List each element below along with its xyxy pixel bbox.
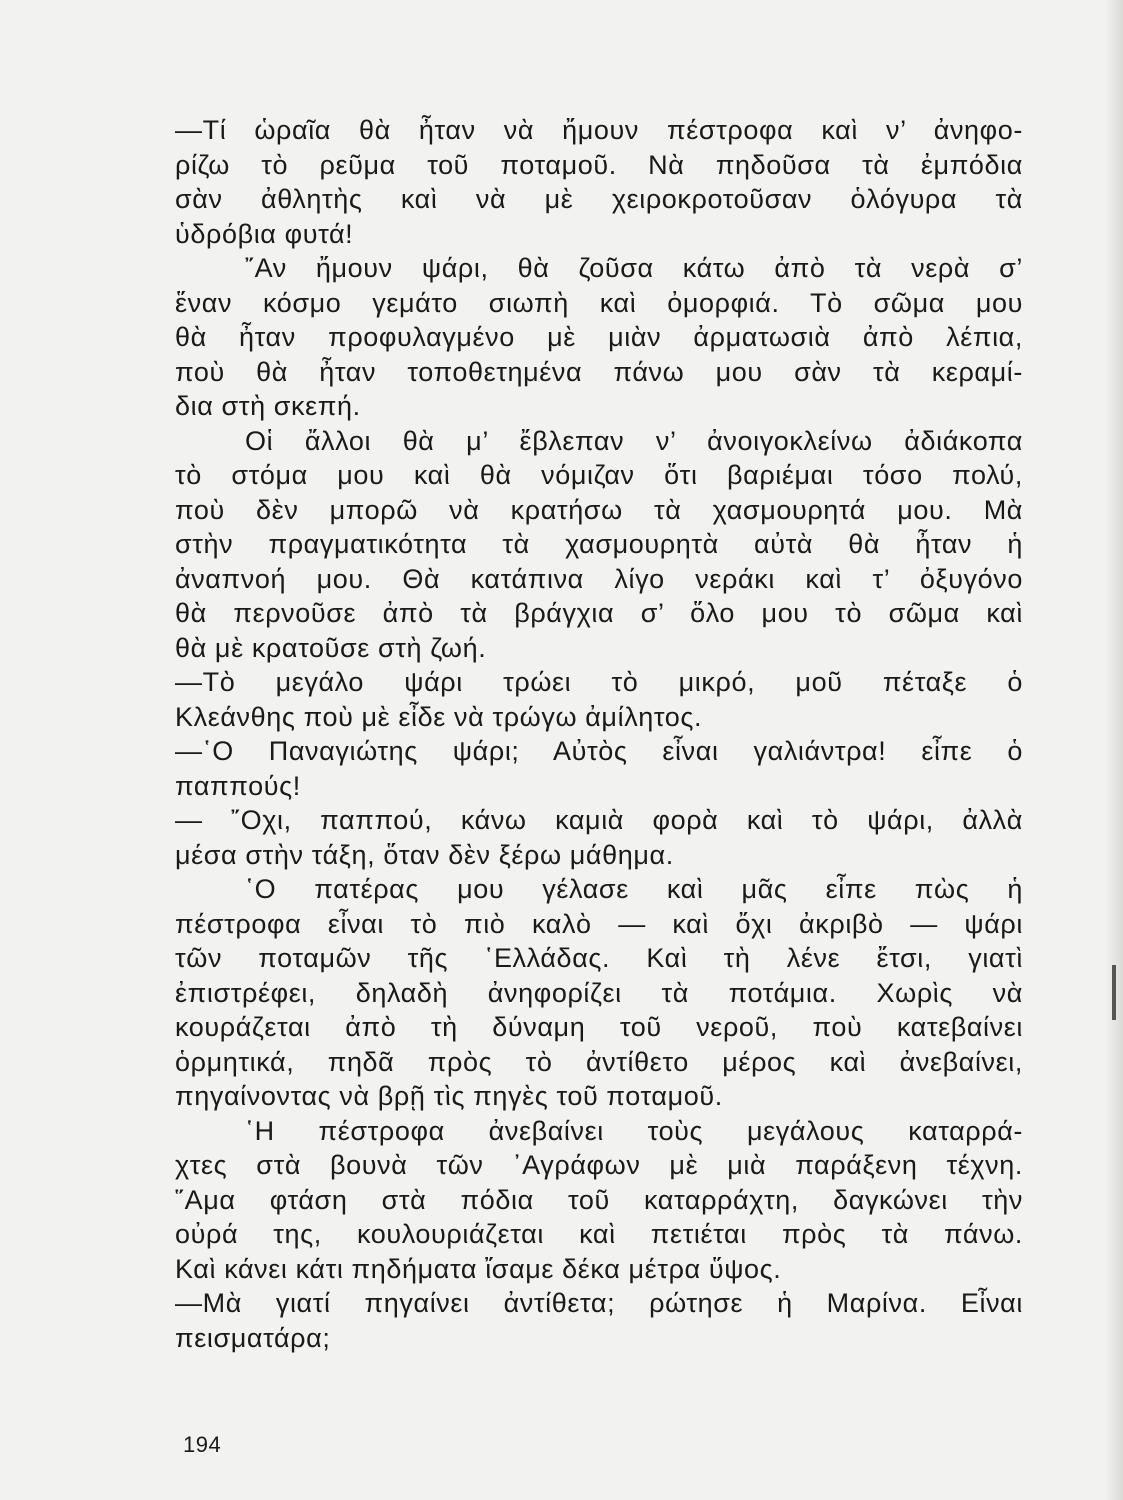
text-line: ποὺ θὰ ἦταν τοποθετημένα πάνω μου σὰν τὰ κεραμί- bbox=[175, 356, 1023, 387]
text-line: πηγαίνοντας νὰ βρῇ τὶς πηγὲς τοῦ ποταμοῦ. bbox=[175, 1081, 723, 1111]
body-text bbox=[175, 113, 1023, 1355]
text-line: ῾Η πέστροφα ἀνεβαίνει τοὺς μεγάλους καταρρά- bbox=[245, 1115, 1023, 1146]
text-line: —Τί ὡραῖα θὰ ἦταν νὰ ἤμουν πέστροφα καὶ ν’ ἀνηφο- bbox=[175, 115, 1023, 145]
text-line: τῶν ποταμῶν τῆς ῾Ελλάδας. Καὶ τὴ λένε ἔτσι, γιατὶ bbox=[175, 943, 1023, 973]
text-line: μέσα στὴν τάξη, ὅταν δὲν ξέρω μάθημα. bbox=[175, 839, 674, 870]
page-edge-shadow bbox=[1105, 0, 1123, 1500]
text-line: θὰ μὲ κρατοῦσε στὴ ζωή. bbox=[175, 632, 487, 663]
text-line: ποὺ δὲν μπορῶ νὰ κρατήσω τὰ χασμουρητά μου. Μὰ bbox=[175, 494, 1023, 525]
text-line: θὰ ἦταν προφυλαγμένο μὲ μιὰν ἀρματωσιὰ ἀπὸ λέπια, bbox=[175, 322, 1023, 352]
text-line: ῾Ο πατέρας μου γέλασε καὶ μᾶς εἶπε πὼς ἡ bbox=[245, 874, 1023, 904]
text-line: ἀναπνοή μου. Θὰ κατάπινα λίγο νεράκι καὶ τ’ ὀξυγόνο bbox=[175, 563, 1023, 594]
text-line: — ῎Οχι, παππού, κάνω καμιὰ φορὰ καὶ τὸ ψάρι, ἀλλὰ bbox=[175, 805, 1023, 835]
text-line: Οἱ ἄλλοι θὰ μ’ ἔβλεπαν ν’ ἀνοιγοκλείνω ἀδιάκοπα bbox=[245, 425, 1023, 456]
text-line: ἐπιστρέφει, δηλαδὴ ἀνηφορίζει τὰ ποτάμια. Χωρὶς νὰ bbox=[175, 977, 1023, 1008]
text-line: πέστροφα εἶναι τὸ πιὸ καλὸ — καὶ ὄχι ἀκριβὸ — ψάρι bbox=[175, 908, 1023, 939]
text-line: Κλεάνθης ποὺ μὲ εἶδε νὰ τρώγω ἀμίλητος. bbox=[175, 701, 703, 732]
text-line: ῞Αμα φτάση στὰ πόδια τοῦ καταρράχτη, δαγκώνει τὴν bbox=[175, 1184, 1023, 1215]
text-line: δια στὴ σκεπή. bbox=[175, 391, 361, 421]
text-line: πεισματάρα; bbox=[175, 1322, 331, 1353]
text-line: —Τὸ μεγάλο ψάρι τρώει τὸ μικρό, μοῦ πέταξε ὁ bbox=[175, 667, 1023, 697]
text-line: —῾Ο Παναγιώτης ψάρι; Αὐτὸς εἶναι γαλιάντρα! εἶπε ὁ bbox=[175, 736, 1023, 766]
text-line: ἕναν κόσμο γεμάτο σιωπὴ καὶ ὀμορφιά. Τὸ σῶμα μου bbox=[175, 287, 1023, 318]
text-line: οὐρά της, κουλουριάζεται καὶ πετιέται πρὸς τὰ πάνω. bbox=[175, 1219, 1023, 1249]
text-line: τὸ στόμα μου καὶ θὰ νόμιζαν ὅτι βαριέμαι τόσο πολύ, bbox=[175, 460, 1023, 490]
text-line: —Μὰ γιατί πηγαίνει ἀντίθετα; ρώτησε ἡ Μαρίνα. Εἶναι bbox=[175, 1288, 1023, 1318]
text-line: χτες στὰ βουνὰ τῶν ᾿Αγράφων μὲ μιὰ παράξενη τέχνη. bbox=[175, 1150, 1023, 1180]
text-line: ὑδρόβια φυτά! bbox=[175, 218, 354, 249]
text-line: ῎Αν ἤμουν ψάρι, θὰ ζοῦσα κάτω ἀπὸ τὰ νερὰ σ’ bbox=[245, 253, 1023, 283]
text-line: ρίζω τὸ ρεῦμα τοῦ ποταμοῦ. Νὰ πηδοῦσα τὰ ἐμπόδια bbox=[175, 149, 1023, 180]
text-line: θὰ περνοῦσε ἀπὸ τὰ βράγχια σ’ ὅλο μου τὸ σῶμα καὶ bbox=[175, 598, 1023, 628]
page-number: 194 bbox=[183, 1432, 222, 1457]
text-line: Καὶ κάνει κάτι πηδήματα ἴσαμε δέκα μέτρα ὕψος. bbox=[175, 1253, 782, 1284]
text-line: στὴν πραγματικότητα τὰ χασμουρητὰ αὐτὰ θὰ ἦταν ἡ bbox=[175, 529, 1023, 559]
page-edge-mark bbox=[1112, 965, 1116, 1020]
text-line: παππούς! bbox=[175, 770, 301, 801]
text-line: ὁρμητικά, πηδᾶ πρὸς τὸ ἀντίθετο μέρος καὶ ἀνεβαίνει, bbox=[175, 1046, 1023, 1077]
text-line: σὰν ἀθλητὴς καὶ νὰ μὲ χειροκροτοῦσαν ὁλόγυρα τὰ bbox=[175, 184, 1023, 214]
text-line: κουράζεται ἀπὸ τὴ δύναμη τοῦ νεροῦ, ποὺ κατεβαίνει bbox=[175, 1012, 1023, 1042]
